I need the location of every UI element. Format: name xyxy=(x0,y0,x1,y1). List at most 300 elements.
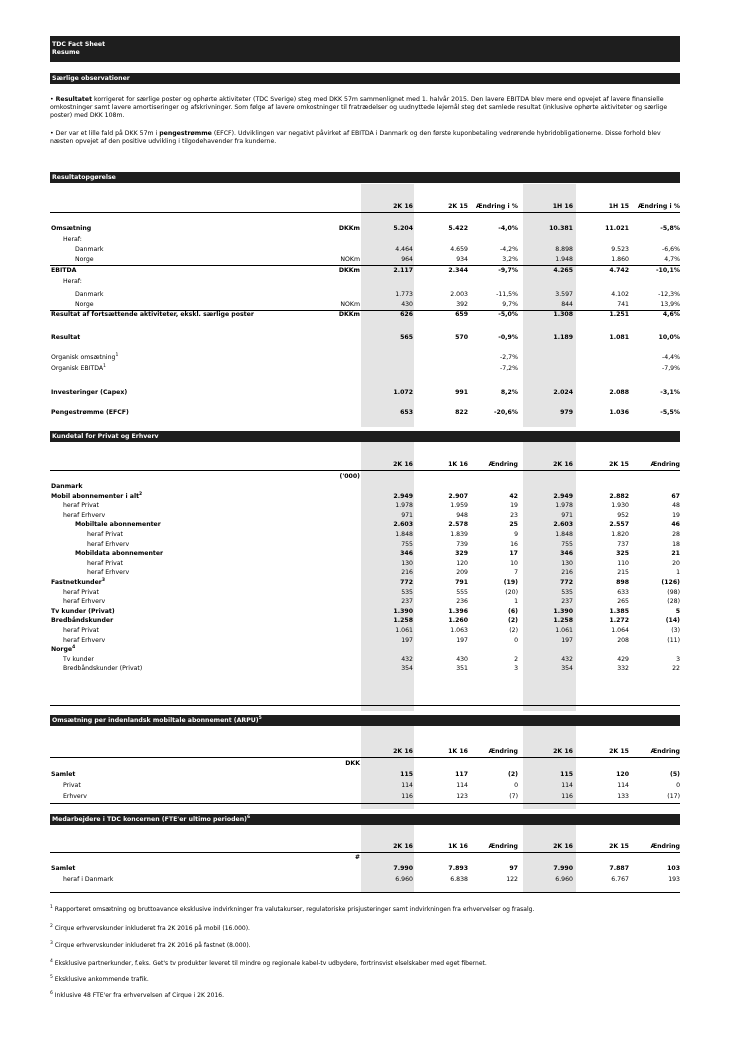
s1-cell: -20,6% xyxy=(493,409,518,416)
s1-cell: -4,4% xyxy=(662,354,680,361)
s1-cell: -0,9% xyxy=(498,334,518,341)
s2-cell: 23 xyxy=(510,511,518,519)
s1-row-label: Organisk omsætning$^1$ xyxy=(51,352,119,361)
s1-row xyxy=(50,266,680,275)
s2-cell: 2.949 xyxy=(393,492,413,500)
obs-paragraph-1: • Resultatet korrigeret for særlige poster og ophørte aktiviteter (TDC Sverige) steg med DKK 57m sammenlignet med 1. halvår 2015. Den lavere EBITDA blev mere end opvejet af lavere finansielle omkostninger samt lavere amortiseringer og afskrivninger. Som følge af lavere omkostninger til fratrædelser og uudnyttede lejemål steg det samlede resultat (inklusive ophørte aktiviteter og særlige poster) med DKK 108m. xyxy=(50,96,668,120)
s2-cell: 346 xyxy=(400,550,413,558)
s2-cell: 236 xyxy=(456,598,468,606)
s2-cell: 354 xyxy=(561,665,573,673)
s2-cell: 10 xyxy=(510,559,518,567)
s1-cell: -10,1% xyxy=(655,267,680,274)
s4-row xyxy=(50,875,680,884)
s2-cell: 1.930 xyxy=(611,502,629,510)
s2-row-label: Bredbåndskunder xyxy=(51,617,114,625)
s2-cell: 9 xyxy=(514,531,518,538)
s3-title-sup: 5 xyxy=(258,715,262,721)
s2-cell: 535 xyxy=(401,588,413,596)
obs-bar: Særlige observationer xyxy=(50,73,680,84)
s1-cell: 741 xyxy=(617,301,629,308)
s2-cell: 3 xyxy=(514,665,518,673)
s3-cell: (5) xyxy=(670,771,680,778)
s1-row-label: Heraf: xyxy=(63,236,82,243)
fact-sheet-header xyxy=(50,36,680,62)
s2-cell: (2) xyxy=(509,627,518,634)
s2-cell: 1.978 xyxy=(395,502,413,510)
s2-cell: 555 xyxy=(456,588,468,596)
footnote-4 xyxy=(50,960,680,967)
s4-cell: 193 xyxy=(668,876,680,883)
s4-col-head-2: 1K 16 xyxy=(448,843,468,850)
s2-cell: 429 xyxy=(617,655,629,663)
s2-cell: (3) xyxy=(671,627,680,634)
s2-cell: 21 xyxy=(671,550,680,558)
s2-cell: (6) xyxy=(508,607,518,615)
s2-col-head-3: Ændring xyxy=(488,461,518,468)
s2-cell: 216 xyxy=(401,569,413,577)
s2-cell: 1.061 xyxy=(395,627,413,634)
s4-cell: 7.990 xyxy=(393,865,413,872)
s2-row-label: heraf Erhverv xyxy=(63,636,106,644)
s3-cell: 114 xyxy=(617,782,629,789)
s2-cell: 3 xyxy=(676,655,680,663)
s4-cell: 7.887 xyxy=(609,865,629,872)
s1-row-label: EBITDA xyxy=(51,267,77,274)
s2-cell: (19) xyxy=(503,579,518,586)
s2-cell: 197 xyxy=(401,636,413,644)
s4-unit: # xyxy=(354,854,360,861)
s3-bottom-rule xyxy=(50,803,680,804)
s2-cell: 19 xyxy=(672,511,680,519)
s1-col-head-1: 2K 16 xyxy=(393,203,413,210)
s1-cell: -4,0% xyxy=(498,225,518,232)
s2-cell: 1.258 xyxy=(393,617,413,625)
s1-cell: 4,6% xyxy=(662,311,680,318)
s1-row xyxy=(50,310,680,319)
s1-col-head-6: Ændring i % xyxy=(637,203,680,210)
s2-unit-row xyxy=(50,472,680,481)
footnote-text: Eksklusive partnerkunder, f.eks. Get's tv produkter leveret til mindre og regionale kabel-tv udbydere, fortrinsvist elselskaber med eget fibernet. xyxy=(52,960,487,967)
s1-cell: -5,5% xyxy=(660,409,680,416)
s1-row-label: Resultat xyxy=(51,334,81,341)
s2-row-sup: 3 xyxy=(101,577,105,583)
s4-title-sup: 6 xyxy=(246,814,251,820)
s2-cell: 755 xyxy=(561,540,573,548)
s2-cell: 1.839 xyxy=(450,531,468,538)
s2-cell: 28 xyxy=(672,531,680,538)
s1-row-label: Norge xyxy=(75,301,94,308)
s2-row-label: heraf Privat xyxy=(63,627,99,634)
s2-bottom-rule xyxy=(50,705,680,706)
s2-cell: 791 xyxy=(455,579,468,586)
s2-row xyxy=(50,559,680,568)
s3-cell: 117 xyxy=(455,771,468,778)
s1-cell: 4.742 xyxy=(609,267,629,274)
s4-cell: 7.893 xyxy=(448,865,468,872)
s1-row xyxy=(50,245,680,254)
s2-row-label: Norge$^4$ xyxy=(51,645,76,654)
s1-cell: -4,2% xyxy=(500,246,518,253)
s1-row xyxy=(50,408,680,417)
s2-row xyxy=(50,607,680,616)
s1-row-label: Norge xyxy=(75,256,94,263)
s2-cell: 2.882 xyxy=(609,492,629,500)
s1-rule-result xyxy=(50,310,680,311)
s1-cell: 8.898 xyxy=(555,246,573,253)
s2-row xyxy=(50,597,680,606)
s2-cell: 2.907 xyxy=(448,492,468,500)
s3-col-head-2: 1K 16 xyxy=(448,748,468,755)
s1-column-header xyxy=(50,202,680,211)
s1-cell: 2.117 xyxy=(393,267,413,274)
s2-row-label: heraf Privat xyxy=(63,502,99,510)
s2-cell: 0 xyxy=(514,636,518,644)
s4-bottom-rule xyxy=(50,892,680,893)
s1-cell: 1.308 xyxy=(553,311,573,318)
s2-cell: 1.272 xyxy=(609,617,629,625)
s1-rule-ebitda xyxy=(50,265,680,266)
s2-cell: 22 xyxy=(672,665,680,673)
s3-row-label: Samlet xyxy=(51,771,76,778)
s2-cell: 432 xyxy=(561,655,573,663)
s1-cell: 626 xyxy=(400,311,413,318)
s2-row xyxy=(50,655,680,664)
s1-cell: 10.381 xyxy=(549,225,573,232)
s2-cell: 737 xyxy=(617,540,629,548)
s2-row xyxy=(50,578,680,587)
s1-cell: 2.344 xyxy=(448,267,468,274)
s2-row-label: Tv kunder xyxy=(63,655,94,663)
s2-cell: 2.603 xyxy=(393,521,413,529)
s4-cell: 6.960 xyxy=(555,876,573,883)
s4-col-head-6: Ændring xyxy=(650,843,680,850)
s2-cell: 7 xyxy=(514,569,518,577)
s1-cell: -11,5% xyxy=(496,291,518,298)
s1-cell: 1.860 xyxy=(611,256,629,263)
s3-col-head-4: 2K 16 xyxy=(553,748,573,755)
s2-cell: 2.578 xyxy=(448,521,468,529)
s1-cell: 1.773 xyxy=(395,291,413,298)
s2-cell: 772 xyxy=(400,579,413,586)
s2-cell: (20) xyxy=(505,588,518,596)
s2-cell: 2.557 xyxy=(609,521,629,529)
s1-row-label: Heraf: xyxy=(63,278,82,285)
s2-col-head-6: Ændring xyxy=(650,461,680,468)
s4-row-label: heraf i Danmark xyxy=(63,876,114,883)
s4-cell: 97 xyxy=(509,865,518,872)
s2-row-label: Mobiltale abonnementer xyxy=(75,521,161,529)
s2-cell: 19 xyxy=(510,502,518,510)
s2-cell: 1.848 xyxy=(395,531,413,538)
s2-row-label: Danmark xyxy=(51,483,83,490)
s2-header-rule xyxy=(50,470,680,471)
s1-cell: 4.102 xyxy=(611,291,629,298)
s2-row-label: heraf Erhverv xyxy=(87,569,130,577)
s2-cell: 633 xyxy=(617,588,629,596)
s2-cell: 130 xyxy=(401,559,413,567)
s2-row-label: heraf Privat xyxy=(63,588,99,596)
s2-cell: 17 xyxy=(509,550,518,558)
obs-paragraph-2 xyxy=(50,130,680,146)
s1-cell: -7,2% xyxy=(500,365,518,372)
s2-cell: 208 xyxy=(617,636,629,644)
s1-row-sup: 1 xyxy=(103,363,106,369)
s2-row xyxy=(50,616,680,625)
s4-col-head-3: Ændring xyxy=(488,843,518,850)
s3-cell: 120 xyxy=(616,771,629,778)
s2-cell: 25 xyxy=(509,521,518,529)
footnote-2 xyxy=(50,925,680,932)
s1-cell: 4.659 xyxy=(450,246,468,253)
s1-row xyxy=(50,235,680,244)
s2-cell: 197 xyxy=(561,636,573,644)
s2-row-label: heraf Erhverv xyxy=(63,598,106,606)
s3-cell: (7) xyxy=(509,793,518,800)
s4-cell: 6.960 xyxy=(395,876,413,883)
s3-unit-row xyxy=(50,759,680,768)
s2-row xyxy=(50,492,680,501)
s2-cell: 351 xyxy=(456,665,468,673)
s2-cell: 197 xyxy=(456,636,468,644)
s1-cell: 934 xyxy=(456,256,468,263)
s2-row xyxy=(50,664,680,673)
s4-column-header xyxy=(50,842,680,851)
s3-cell: (17) xyxy=(667,793,680,800)
s3-row-label: Privat xyxy=(63,782,81,789)
s1-row xyxy=(50,224,680,233)
s1-row xyxy=(50,388,680,397)
s3-cell: 0 xyxy=(514,782,518,789)
s1-row xyxy=(50,353,680,362)
s3-cell: 114 xyxy=(456,782,468,789)
s1-cell: 1.036 xyxy=(609,409,629,416)
s2-row-label: heraf Privat xyxy=(87,559,123,567)
footnote-5 xyxy=(50,976,680,983)
s2-cell: 1.064 xyxy=(611,627,629,634)
s2-row xyxy=(50,549,680,558)
s2-cell: 1.396 xyxy=(448,607,468,615)
s2-row xyxy=(50,482,680,491)
s3-cell: 115 xyxy=(400,771,413,778)
s2-cell: 430 xyxy=(456,655,468,663)
footnote-number: 1 xyxy=(50,905,53,910)
s1-cell: 3,2% xyxy=(502,256,518,263)
s2-column-header xyxy=(50,460,680,469)
s2-cell: 20 xyxy=(672,559,680,567)
s4-cell: 122 xyxy=(506,876,518,883)
s2-row-sup: 4 xyxy=(72,645,76,651)
s2-cell: 2.603 xyxy=(553,521,573,529)
s1-cell: 4.265 xyxy=(553,267,573,274)
s1-cell: -5,0% xyxy=(498,311,518,318)
s2-unit: ('000) xyxy=(339,473,360,480)
s1-cell: 9,7% xyxy=(502,301,518,308)
s3-cell: 114 xyxy=(561,782,573,789)
s2-title-bar: Kundetal for Privat og Erhverv xyxy=(50,431,680,442)
s4-col-head-1: 2K 16 xyxy=(393,843,413,850)
s1-row xyxy=(50,364,680,373)
s3-cell: (2) xyxy=(508,771,518,778)
s2-cell: 46 xyxy=(671,521,680,529)
s2-row-label: Tv kunder (Privat) xyxy=(51,607,115,615)
s1-row-label: Investeringer (Capex) xyxy=(51,389,128,396)
s1-cell: 13,9% xyxy=(660,301,680,308)
s1-cell: -9,7% xyxy=(498,267,518,274)
s1-cell: 430 xyxy=(401,301,413,308)
s2-cell: (11) xyxy=(667,636,680,644)
s2-row xyxy=(50,636,680,645)
s4-title-bar: Medarbejdere i TDC koncernen (FTE'er ultimo perioden)$^6$ xyxy=(50,814,680,825)
s1-header-rule xyxy=(50,212,680,213)
s2-cell: 265 xyxy=(617,598,629,606)
s1-row xyxy=(50,277,680,286)
s2-cell: 110 xyxy=(617,559,629,567)
s3-col-head-1: 2K 16 xyxy=(393,748,413,755)
s2-cell: 971 xyxy=(401,511,413,519)
s3-cell: 116 xyxy=(401,793,413,800)
s2-row xyxy=(50,501,680,510)
obs-p2-bold: pengestrømme xyxy=(159,130,212,137)
s3-col-head-6: Ændring xyxy=(650,748,680,755)
s1-cell: 653 xyxy=(400,409,413,416)
s1-row xyxy=(50,290,680,299)
footnote-text: Rapporteret omsætning og bruttoavance eksklusive indvirkninger fra valutakurser, regulatoriske prisjusteringer samt indvirkningen fra erhvervelser og frasalg. xyxy=(52,906,535,913)
s1-cell: 570 xyxy=(455,334,468,341)
s1-row-unit: NOKm xyxy=(340,301,360,308)
s1-cell: -7,9% xyxy=(662,365,680,372)
s1-cell: -2,7% xyxy=(500,354,518,361)
s2-row-label: Bredbåndskunder (Privat) xyxy=(63,665,143,673)
s3-cell: 115 xyxy=(560,771,573,778)
s1-cell: -5,8% xyxy=(660,225,680,232)
s2-cell: (14) xyxy=(665,617,680,625)
s1-cell: 2.088 xyxy=(609,389,629,396)
s2-cell: (2) xyxy=(508,617,518,625)
footnote-6 xyxy=(50,992,680,999)
obs-p2-pre: • Der var et lille fald på DKK 57m i xyxy=(50,130,160,137)
s4-cell: 6.767 xyxy=(611,876,629,883)
s1-row xyxy=(50,300,680,309)
s2-row xyxy=(50,511,680,520)
s3-cell: 116 xyxy=(561,793,573,800)
s2-row xyxy=(50,588,680,597)
s1-cell: 565 xyxy=(400,334,413,341)
s2-cell: (28) xyxy=(667,598,680,606)
s2-row-label: heraf Privat xyxy=(87,531,123,538)
s2-cell: 971 xyxy=(561,511,573,519)
s2-cell: 948 xyxy=(456,511,468,519)
s2-cell: 1.848 xyxy=(555,531,573,538)
s1-row xyxy=(50,333,680,342)
s2-cell: 1.390 xyxy=(393,607,413,615)
s2-row-label: heraf Erhverv xyxy=(63,511,106,519)
s1-cell: 1.081 xyxy=(609,334,629,341)
s1-cell: 991 xyxy=(455,389,468,396)
s2-row-label: Fastnetkunder$^3$ xyxy=(51,577,105,586)
s2-row-label: heraf Erhverv xyxy=(87,540,130,548)
s1-cell: 964 xyxy=(401,256,413,263)
s2-cell: (98) xyxy=(667,588,680,596)
s1-row-label: Resultat af fortsættende aktiviteter, ekskl. særlige poster xyxy=(51,311,254,318)
footnote-text: Cirque erhvervskunder inkluderet fra 2K 2016 på mobil (16.000). xyxy=(52,925,250,932)
s3-row xyxy=(50,792,680,801)
s3-cell: 123 xyxy=(456,793,468,800)
s2-row xyxy=(50,540,680,549)
s1-cell: -6,6% xyxy=(662,246,680,253)
s3-cell: 114 xyxy=(401,782,413,789)
s3-title-bar: Omsætning per indenlandsk mobiltale abonnement (ARPU)$^5$ xyxy=(50,715,680,726)
s2-row xyxy=(50,520,680,529)
s1-cell: 1.251 xyxy=(609,311,629,318)
s2-cell: 2.949 xyxy=(553,492,573,500)
s2-cell: 216 xyxy=(561,569,573,577)
s2-cell: 329 xyxy=(455,550,468,558)
s1-cell: 2.003 xyxy=(450,291,468,298)
footnote-3 xyxy=(50,942,680,949)
s1-cell: 2.024 xyxy=(553,389,573,396)
s1-cell: 659 xyxy=(455,311,468,318)
s1-cell: 1.072 xyxy=(393,389,413,396)
footnote-number: 3 xyxy=(50,941,53,946)
s2-row-sup: 2 xyxy=(139,491,143,497)
s4-col-head-5: 2K 15 xyxy=(609,843,629,850)
s2-cell: 1.390 xyxy=(553,607,573,615)
s1-cell: 11.021 xyxy=(605,225,629,232)
s2-cell: 1.978 xyxy=(555,502,573,510)
s3-cell: 133 xyxy=(617,793,629,800)
s2-cell: 1 xyxy=(676,569,680,577)
s1-row-label: Danmark xyxy=(75,246,104,253)
s2-cell: 1.258 xyxy=(553,617,573,625)
s2-row xyxy=(50,626,680,635)
s2-cell: 952 xyxy=(617,511,629,519)
footnote-text: Eksklusive ankommende trafik. xyxy=(52,976,149,983)
s1-cell: 1.189 xyxy=(553,334,573,341)
s1-row-unit: NOKm xyxy=(340,256,360,263)
footnote-number: 2 xyxy=(50,924,53,929)
s3-row xyxy=(50,781,680,790)
s2-cell: 1.385 xyxy=(609,607,629,615)
footnote-number: 6 xyxy=(50,991,53,996)
s2-row xyxy=(50,568,680,577)
footnote-number: 5 xyxy=(50,975,53,980)
s2-cell: 1.959 xyxy=(450,502,468,510)
s2-cell: 739 xyxy=(456,540,468,548)
s1-row-label: Danmark xyxy=(75,291,104,298)
s1-col-head-5: 1H 15 xyxy=(608,203,629,210)
s1-cell: 5.422 xyxy=(448,225,468,232)
footnote-1 xyxy=(50,906,680,913)
s1-row-label: Omsætning xyxy=(51,225,92,232)
obs-p1-bold: Resultatet xyxy=(55,96,93,103)
s2-col-head-1: 2K 16 xyxy=(393,461,413,468)
s2-cell: 67 xyxy=(671,492,680,500)
s1-cell: 822 xyxy=(455,409,468,416)
s2-cell: 898 xyxy=(616,579,629,586)
s2-cell: 42 xyxy=(509,492,518,500)
s2-cell: 18 xyxy=(672,540,680,548)
s1-cell: -12,3% xyxy=(658,291,680,298)
s1-row-unit: DKKm xyxy=(338,225,360,232)
s1-cell: 979 xyxy=(560,409,573,416)
s2-cell: 535 xyxy=(561,588,573,596)
s2-cell: 1.061 xyxy=(555,627,573,634)
s2-cell: 325 xyxy=(616,550,629,558)
s2-cell: 237 xyxy=(561,598,573,606)
obs-p2-text: (EFCF). Udviklingen var negativt påvirket af EBITDA i Danmark og den første kuponbetaling vedrørende hybridobligationerne. Disse forhold blev næsten opvejet af den positive udvikling i tilgodehavender fra kunderne. xyxy=(50,130,661,146)
s3-cell: 0 xyxy=(676,782,680,789)
s1-cell: 844 xyxy=(561,301,573,308)
